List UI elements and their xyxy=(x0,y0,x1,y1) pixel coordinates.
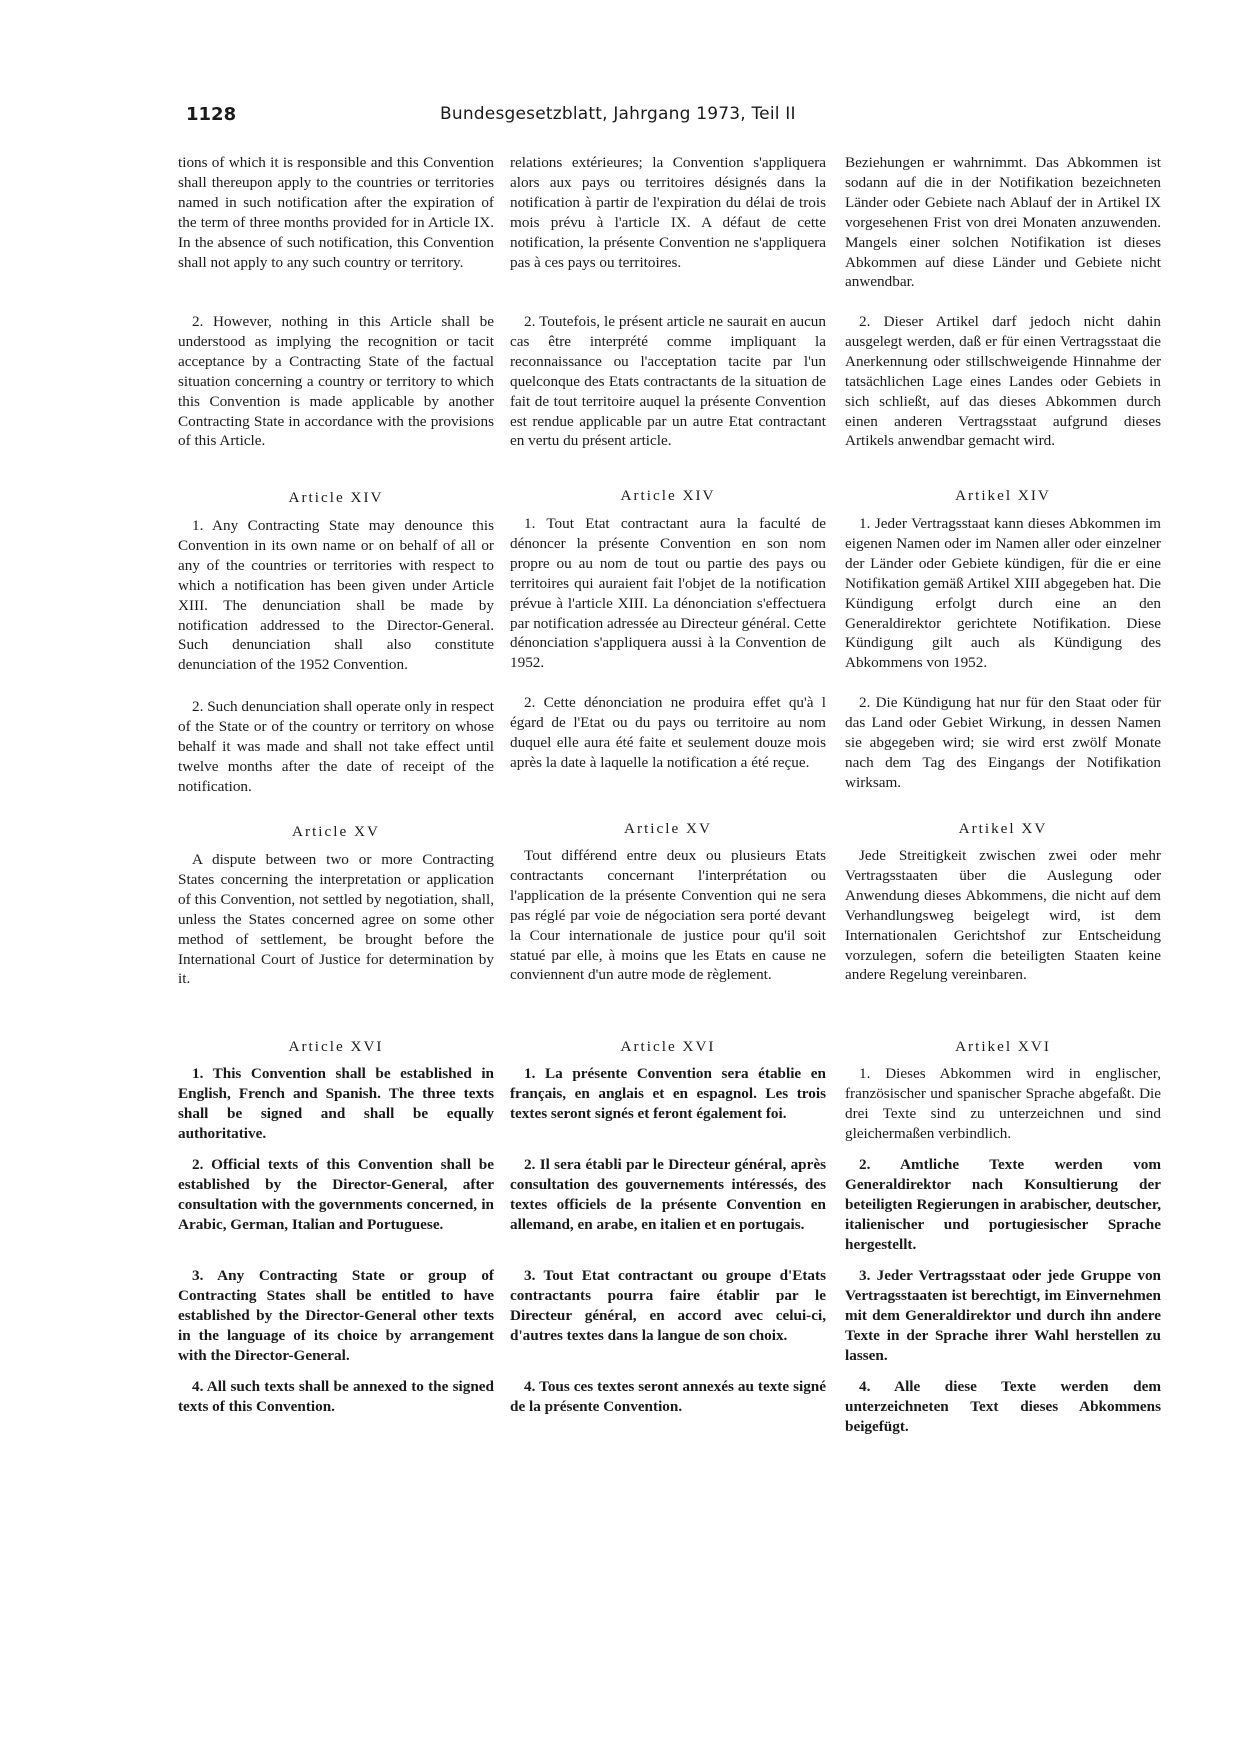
paragraph-continuation: Beziehungen er wahrnimmt. Das Abkommen ist sodann auf die in der Notifikation bezeichneten Länder oder Gebiete nach Ablauf der in Artikel IX vorgesehenen Frist von drei Monaten anzuwenden. Mangels einer solchen Notifikation ist dieses Abkommen auf diese Länder und Gebiete nicht anwendbar. xyxy=(845,154,1161,291)
paragraph-article-xvi-3: 3. Any Contracting State or group of Contracting States shall be entitled to have established by the Director-General other texts in the language of its choice by arrangement with the Director-General. xyxy=(178,1267,494,1364)
heading-article-xv: Artikel XV xyxy=(958,820,1048,837)
paragraph-article-xiv-2: 2. Such denunciation shall operate only in respect of the State or of the country or territory on whose behalf it was made and shall not take effect until twelve months after the date of receipt of the notification. xyxy=(178,698,494,795)
paragraph-article-xvi-2: 2. Amtliche Texte werden vom Generaldirektor nach Konsultierung der beteiligten Regierungen in arabischer, deutscher, italienischer und portugiesischer Sprache hergestellt. xyxy=(845,1156,1161,1253)
paragraph-article-xvi-4: 4. All such texts shall be annexed to the signed texts of this Convention. xyxy=(178,1378,494,1415)
paragraph-continuation: tions of which it is responsible and this Convention shall thereupon apply to the countries or territories named in such notification after the expiration of the term of three months provided for in Article IX. In the absence of such notification, this Convention shall not apply to any such country or territory. xyxy=(178,154,494,271)
heading-article-xiv: Article XIV xyxy=(288,489,384,506)
paragraph-article-xvi-1: 1. Dieses Abkommen wird in englischer, französischer und spanischer Sprache abgefaßt. Die drei Texte sind zu unterzeichnen und sind gleichermaßen verbindlich. xyxy=(845,1065,1161,1142)
heading-article-xvi: Article XVI xyxy=(288,1038,384,1055)
running-header: Bundesgesetzblatt, Jahrgang 1973, Teil II xyxy=(440,104,796,124)
paragraph-article-xvi-1: 1. This Convention shall be established in English, French and Spanish. The three texts shall be signed and shall be equally authoritative. xyxy=(178,1065,494,1142)
paragraph-article-xiii-2: 2. Toutefois, le présent article ne saurait en aucun cas être interprété comme impliquant la reconnaissance ou l'acceptation tacite par l'un quelconque des Etats contractants de la situation de fait de tout territoire auquel la présente Convention est rendue applicable par un autre Etat contractant en vertu du présent article. xyxy=(510,313,826,450)
paragraph-article-xvi-2: 2. Official texts of this Convention shall be established by the Director-General, after consultation with the governments concerned, in Arabic, German, Italian and Portuguese. xyxy=(178,1156,494,1233)
heading-article-xv: Article XV xyxy=(624,820,712,837)
paragraph-article-xiii-2: 2. Dieser Artikel darf jedoch nicht dahin ausgelegt werden, daß er für einen Vertragsstaat die Anerkennung oder stillschweigende Hinnahme der tatsächlichen Lage eines Landes oder Gebiets in sich schließt, auf das dieses Abkommen durch einen anderen Vertragsstaat aufgrund dieses Artikels anwendbar gemacht wird. xyxy=(845,313,1161,450)
heading-article-xvi: Article XVI xyxy=(620,1038,716,1055)
heading-article-xiv: Article XIV xyxy=(620,487,716,504)
heading-article-xvi: Artikel XVI xyxy=(955,1038,1051,1055)
paragraph-article-xvi-3: 3. Jeder Vertragsstaat oder jede Gruppe von Vertragsstaaten ist berechtigt, im Einvernehmen mit dem Generaldirektor und durch ihn andere Texte in der Sprache ihrer Wahl herstellen zu lassen. xyxy=(845,1267,1161,1364)
paragraph-article-xiv-2: 2. Die Kündigung hat nur für den Staat oder für das Land oder Gebiet Wirkung, in dessen Namen sie abgegeben wird; sie wird erst zwölf Monate nach dem Tag des Eingangs der Notifikation wirksam. xyxy=(845,694,1161,791)
heading-article-xiv: Artikel XIV xyxy=(955,487,1051,504)
paragraph-article-xvi-1: 1. La présente Convention sera établie en français, en anglais et en espagnol. Les trois textes seront signés et feront également foi. xyxy=(510,1065,826,1122)
paragraph-article-xiv-1: 1. Jeder Vertragsstaat kann dieses Abkommen im eigenen Namen oder im Namen aller oder einzelner der Länder oder Gebiete kündigen, für die er eine Notifikation gemäß Artikel XIII abgegeben hat. Die Kündigung erfolgt durch eine an den Generaldirektor gerichtete Notifikation. Diese Kündigung gilt auch als Kündigung des Abkommens von 1952. xyxy=(845,515,1161,672)
paragraph-article-xv: Jede Streitigkeit zwischen zwei oder mehr Vertragsstaaten über die Auslegung oder Anwendung dieses Abkommens, die nicht auf dem Verhandlungsweg beigelegt wird, ist dem Internationalen Gerichtshof zur Entscheidung vorzulegen, sofern die beteiligten Staaten keine andere Regelung vereinbaren. xyxy=(845,847,1161,984)
paragraph-article-xiv-1: 1. Tout Etat contractant aura la faculté de dénoncer la présente Convention en son nom propre ou au nom de tout ou partie des pays ou territoires qui auraient fait l'objet de la notification prévue à l'article XIII. La dénonciation s'effectuera par notification adressée au Directeur général. Cette dénonciation s'appliquera aussi à la Convention de 1952. xyxy=(510,515,826,672)
paragraph-article-xiv-2: 2. Cette dénonciation ne produira effet qu'à l égard de l'Etat ou du pays ou territoire au nom duquel elle aura été faite et seulement douze mois après la date à laquelle la notification a été reçue. xyxy=(510,694,826,771)
paragraph-article-xv: Tout différend entre deux ou plusieurs Etats contractants concernant l'interprétation ou l'application de la présente Convention qui ne sera pas réglé par voie de négociation sera porté devant la Cour internationale de justice pour qu'il soit statué par elle, à moins que les Etats en cause ne conviennent d'un autre mode de règlement. xyxy=(510,847,826,984)
paragraph-article-xv: A dispute between two or more Contracting States concerning the interpretation or application of this Convention, not settled by negotiation, shall, unless the States concerned agree on some other method of settlement, be brought before the International Court of Justice for determination by it. xyxy=(178,851,494,988)
heading-article-xv: Article XV xyxy=(292,823,380,840)
paragraph-article-xvi-4: 4. Tous ces textes seront annexés au texte signé de la présente Convention. xyxy=(510,1378,826,1415)
paragraph-article-xvi-3: 3. Tout Etat contractant ou groupe d'Etats contractants pourra faire établir par le Directeur général, en accord avec celui-ci, d'autres textes dans la langue de son choix. xyxy=(510,1267,826,1344)
paragraph-article-xiv-1: 1. Any Contracting State may denounce this Convention in its own name or on behalf of all or any of the countries or territories with respect to which a notification has been given under Article XIII. The denunciation shall be made by notification addressed to the Director-General. Such denunciation shall also constitute denunciation of the 1952 Convention. xyxy=(178,517,494,674)
paragraph-article-xvi-2: 2. Il sera établi par le Directeur général, après consultation des gouvernements intéressés, des textes officiels de la présente Convention en allemand, en arabe, en italien et en portugais. xyxy=(510,1156,826,1233)
paragraph-continuation: relations extérieures; la Convention s'appliquera alors aux pays ou territoires désignés dans la notification à partir de l'expiration du délai de trois mois prévu à l'article IX. A défaut de cette notification, la présente Convention ne s'appliquera pas à ces pays ou territoires. xyxy=(510,154,826,271)
page-number: 1128 xyxy=(186,104,237,125)
paragraph-article-xvi-4: 4. Alle diese Texte werden dem unterzeichneten Text dieses Abkommens beigefügt. xyxy=(845,1378,1161,1435)
paragraph-article-xiii-2: 2. However, nothing in this Article shall be understood as implying the recognition or tacit acceptance by a Contracting State of the factual situation concerning a country or territory to which this Convention is made applicable by another Contracting State in accordance with the provisions of this Article. xyxy=(178,313,494,450)
